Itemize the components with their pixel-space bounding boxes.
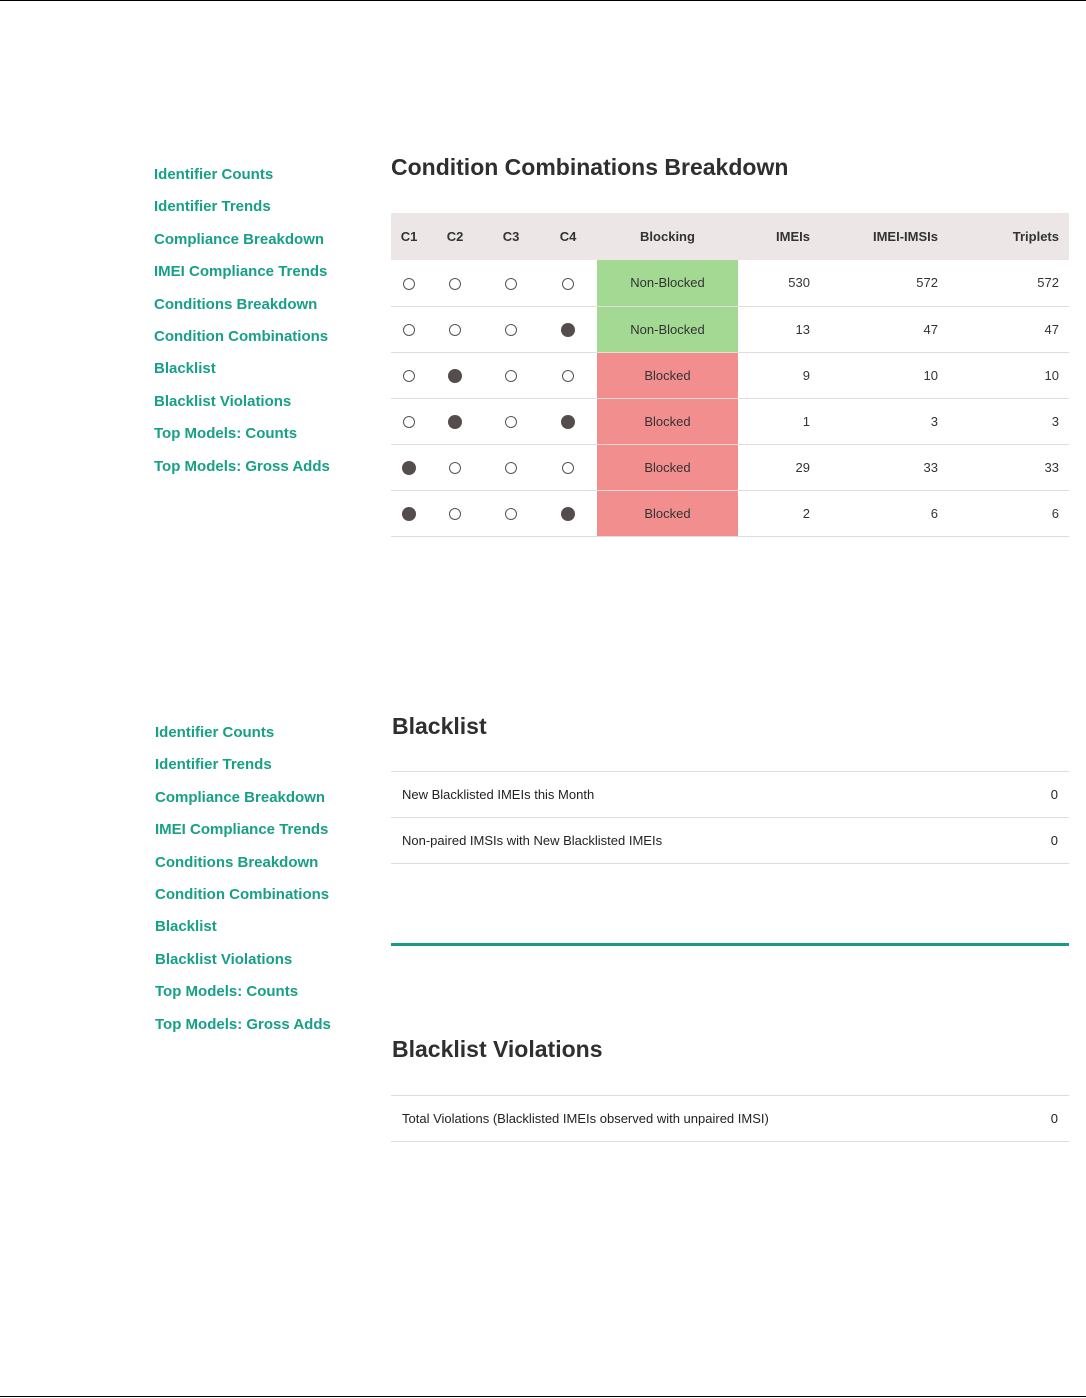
header-c3: C3 [502, 229, 520, 244]
header-c4: C4 [559, 229, 577, 244]
condition-cell-c4 [539, 306, 597, 352]
blocking-status: Blocked [597, 444, 738, 490]
condition-combinations-title: Condition Combinations Breakdown [391, 154, 789, 180]
imei-imsis-value: 33 [923, 459, 938, 475]
nav-link-imei-compliance-trends[interactable]: IMEI Compliance Trends [155, 821, 329, 839]
condition-met-icon [402, 461, 416, 475]
condition-not-met-icon [562, 462, 574, 474]
bottom-border [0, 1396, 1086, 1397]
nav-link-top-models-counts[interactable]: Top Models: Counts [155, 983, 299, 1001]
condition-cell-c4 [539, 260, 597, 306]
condition-cell-c4 [539, 490, 597, 536]
triplets-value: 33 [1044, 459, 1059, 475]
condition-met-icon [448, 369, 462, 383]
table-row [391, 772, 1069, 818]
imeis-value: 530 [788, 275, 810, 291]
condition-not-met-icon [449, 324, 461, 336]
condition-cell-c4 [539, 352, 597, 398]
triplets-value: 6 [1051, 505, 1059, 521]
nav-link-imei-compliance-trends[interactable]: IMEI Compliance Trends [154, 263, 328, 281]
table-header-row [391, 213, 1069, 260]
blacklist-violations-title: Blacklist Violations [392, 1036, 603, 1062]
stat-value: 0 [1050, 833, 1058, 848]
condition-not-met-icon [562, 370, 574, 382]
stat-label: Non-paired IMSIs with New Blacklisted IMEIs [402, 833, 663, 848]
nav-link-condition-combinations[interactable]: Condition Combinations [155, 885, 330, 903]
imeis-value: 29 [795, 459, 810, 475]
condition-not-met-icon [505, 416, 517, 428]
nav-link-identifier-trends[interactable]: Identifier Trends [154, 198, 271, 216]
condition-cell-c4 [539, 444, 597, 490]
nav-link-blacklist-violations[interactable]: Blacklist Violations [154, 392, 292, 410]
table-row [391, 818, 1069, 864]
stat-label: New Blacklisted IMEIs this Month [402, 787, 595, 802]
section-nav-1 [154, 159, 330, 483]
nav-link-top-models-counts[interactable]: Top Models: Counts [154, 425, 298, 443]
condition-cell-c1 [391, 398, 427, 444]
condition-cell-c3 [483, 444, 539, 490]
header-imei-imsis: IMEI-IMSIs [872, 229, 938, 244]
table-row [391, 398, 1069, 444]
imeis-value: 9 [802, 367, 810, 383]
imei-imsis-value: 572 [916, 275, 938, 291]
nav-link-condition-combinations[interactable]: Condition Combinations [154, 327, 329, 345]
condition-cell-c2 [427, 260, 483, 306]
condition-combinations-body [391, 260, 1069, 536]
nav-link-compliance-breakdown[interactable]: Compliance Breakdown [155, 788, 326, 806]
nav-link-compliance-breakdown[interactable]: Compliance Breakdown [154, 230, 325, 248]
condition-cell-c3 [483, 398, 539, 444]
condition-not-met-icon [403, 278, 415, 290]
condition-cell-c2 [427, 490, 483, 536]
table-row [391, 306, 1069, 352]
condition-cell-c2 [427, 352, 483, 398]
imei-imsis-value: 6 [930, 505, 938, 521]
condition-combinations-table [391, 213, 1069, 537]
condition-cell-c3 [483, 260, 539, 306]
condition-cell-c3 [483, 306, 539, 352]
imeis-value: 13 [795, 321, 810, 337]
header-blocking: Blocking [640, 229, 695, 244]
blocking-status: Blocked [597, 490, 738, 536]
blocking-status: Blocked [597, 352, 738, 398]
header-c2: C2 [446, 229, 464, 244]
condition-met-icon [561, 323, 575, 337]
condition-not-met-icon [403, 324, 415, 336]
condition-cell-c3 [483, 352, 539, 398]
nav-link-blacklist[interactable]: Blacklist [154, 360, 216, 378]
condition-not-met-icon [505, 370, 517, 382]
condition-not-met-icon [505, 508, 517, 520]
condition-cell-c1 [391, 306, 427, 352]
imei-imsis-value: 47 [923, 321, 938, 337]
blacklist-title: Blacklist [392, 713, 487, 739]
table-row [391, 260, 1069, 306]
blacklist-table [391, 771, 1069, 864]
condition-cell-c1 [391, 490, 427, 536]
condition-met-icon [561, 507, 575, 521]
section-nav-2 [155, 717, 331, 1041]
nav-link-conditions-breakdown[interactable]: Conditions Breakdown [154, 295, 318, 313]
imei-imsis-value: 3 [930, 413, 938, 429]
condition-cell-c4 [539, 398, 597, 444]
condition-met-icon [402, 507, 416, 521]
table-row [391, 352, 1069, 398]
section-divider [391, 943, 1069, 946]
stat-label: Total Violations (Blacklisted IMEIs observed with unpaired IMSI) [402, 1111, 769, 1126]
nav-link-blacklist-violations[interactable]: Blacklist Violations [155, 950, 293, 968]
condition-cell-c2 [427, 398, 483, 444]
blocking-status: Non-Blocked [597, 306, 738, 352]
condition-not-met-icon [403, 416, 415, 428]
nav-link-blacklist[interactable]: Blacklist [155, 918, 217, 936]
condition-not-met-icon [403, 370, 415, 382]
stat-value: 0 [1050, 1111, 1058, 1126]
nav-link-identifier-trends[interactable]: Identifier Trends [155, 756, 272, 774]
nav-link-conditions-breakdown[interactable]: Conditions Breakdown [155, 853, 319, 871]
condition-cell-c1 [391, 352, 427, 398]
condition-cell-c2 [427, 444, 483, 490]
condition-met-icon [561, 415, 575, 429]
top-border [0, 0, 1086, 1]
condition-not-met-icon [449, 508, 461, 520]
nav-link-top-models-gross-adds[interactable]: Top Models: Gross Adds [154, 457, 330, 475]
condition-met-icon [448, 415, 462, 429]
condition-not-met-icon [505, 278, 517, 290]
table-row [391, 490, 1069, 536]
triplets-value: 572 [1037, 275, 1059, 291]
nav-link-identifier-counts[interactable]: Identifier Counts [154, 166, 274, 183]
blocking-status: Blocked [597, 398, 738, 444]
header-imeis: IMEIs [776, 229, 810, 244]
imeis-value: 1 [802, 413, 810, 429]
condition-cell-c3 [483, 490, 539, 536]
condition-not-met-icon [562, 278, 574, 290]
blacklist-violations-table [391, 1095, 1069, 1142]
table-row [391, 444, 1069, 490]
triplets-value: 47 [1044, 321, 1059, 337]
condition-cell-c1 [391, 260, 427, 306]
blocking-status: Non-Blocked [597, 260, 738, 306]
table-row [391, 1096, 1069, 1142]
condition-not-met-icon [505, 324, 517, 336]
header-triplets: Triplets [1012, 229, 1059, 244]
nav-link-top-models-gross-adds[interactable]: Top Models: Gross Adds [155, 1015, 331, 1033]
imeis-value: 2 [802, 505, 810, 521]
condition-not-met-icon [505, 462, 517, 474]
nav-link-identifier-counts[interactable]: Identifier Counts [155, 724, 275, 741]
stat-value: 0 [1050, 787, 1058, 802]
imei-imsis-value: 10 [923, 367, 938, 383]
header-c1: C1 [400, 229, 418, 244]
triplets-value: 3 [1051, 413, 1059, 429]
condition-not-met-icon [449, 278, 461, 290]
condition-not-met-icon [449, 462, 461, 474]
condition-cell-c2 [427, 306, 483, 352]
triplets-value: 10 [1044, 367, 1059, 383]
condition-cell-c1 [391, 444, 427, 490]
